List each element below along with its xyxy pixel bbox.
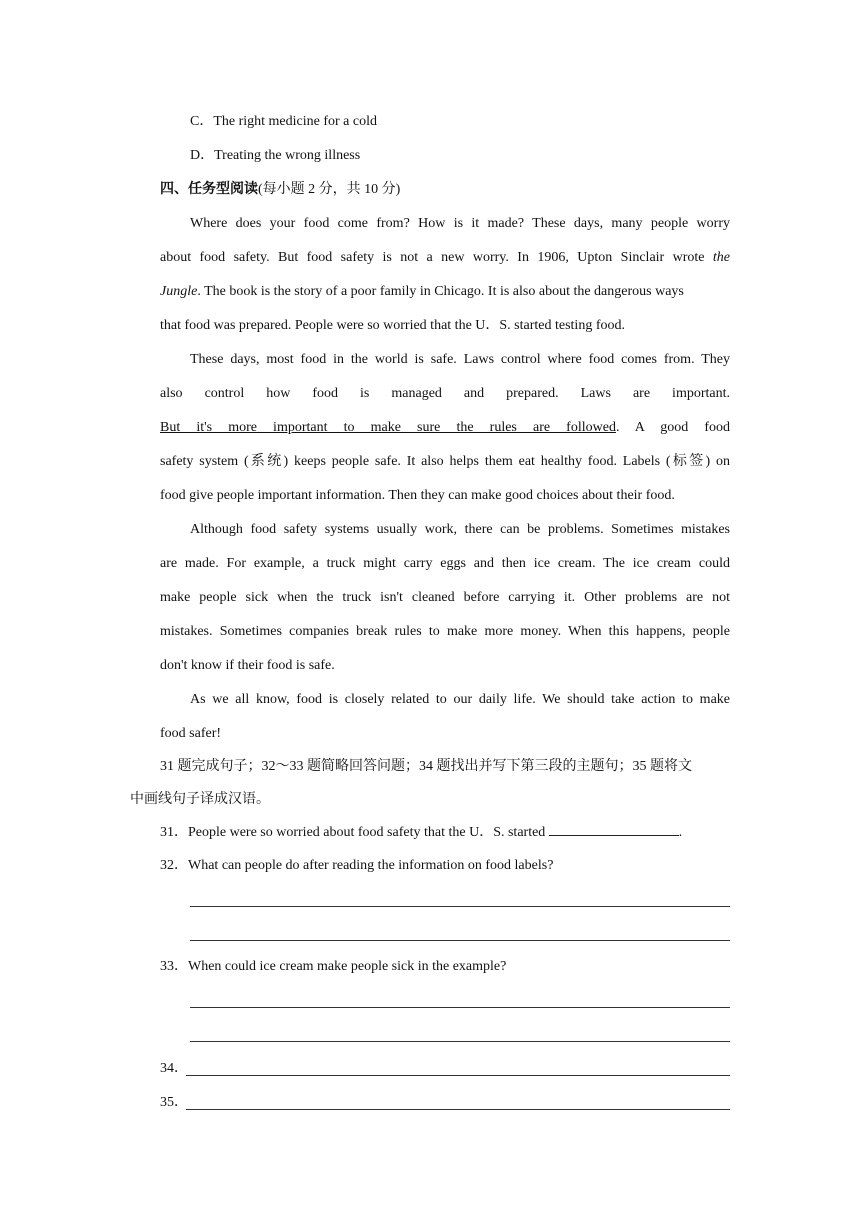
passage-p2-line2: also control how food is managed and prepared. Laws are important. bbox=[160, 386, 730, 401]
underlined-sentence: But it's more important to make sure the rules are followed bbox=[160, 420, 616, 435]
question-32: 32．What can people do after reading the information on food labels? bbox=[160, 858, 554, 873]
passage-text: about food safety. But food safety is not a new worry. In 1906, Upton Sinclair wrote bbox=[160, 250, 713, 265]
answer-line-33a[interactable] bbox=[190, 1007, 730, 1008]
passage-p3-line2: are made. For example, a truck might carry eggs and then ice cream. The ice cream could bbox=[160, 556, 730, 571]
answer-line-33b[interactable] bbox=[190, 1041, 730, 1042]
passage-p3-line1: Although food safety systems usually work, there can be problems. Sometimes mistakes bbox=[190, 522, 730, 537]
passage-p3-line5: don't know if their food is safe. bbox=[160, 658, 335, 673]
passage-p1-line1: Where does your food come from? How is it made? These days, many people worry bbox=[190, 216, 730, 231]
answer-line-35[interactable] bbox=[186, 1109, 730, 1110]
passage-p1-line3 bbox=[160, 282, 684, 302]
section-scoring: (每小题 2 分，共 10 分) bbox=[258, 182, 401, 197]
passage-p4-line1: As we all know, food is closely related to our daily life. We should take action to make bbox=[190, 692, 730, 707]
option-d: D．Treating the wrong illness bbox=[190, 148, 361, 163]
answer-line-32a[interactable] bbox=[190, 906, 730, 907]
question-35: 35． bbox=[160, 1095, 188, 1110]
instructions-line2: 中画线句子译成汉语。 bbox=[130, 792, 270, 807]
question-33: 33．When could ice cream make people sick in the example? bbox=[160, 959, 507, 974]
answer-line-32b[interactable] bbox=[190, 940, 730, 941]
option-c: C．The right medicine for a cold bbox=[190, 114, 377, 129]
section-heading bbox=[160, 180, 400, 200]
passage-text: . A good food bbox=[615, 420, 730, 435]
passage-p1-line4: that food was prepared. People were so worried that the U．S. started testing food. bbox=[160, 318, 625, 333]
passage-p2-line3 bbox=[160, 418, 730, 438]
passage-p3-line3: make people sick when the truck isn't cleaned before carrying it. Other problems are not bbox=[160, 590, 730, 605]
passage-p1-line2 bbox=[160, 248, 730, 268]
question-31-end: . bbox=[678, 825, 683, 840]
question-31-text: 31．People were so worried about food safety that the U．S. started bbox=[160, 825, 549, 840]
question-34: 34． bbox=[160, 1061, 188, 1076]
instructions-line1: 31 题完成句子；32～33 题简略回答问题；34 题找出并写下第三段的主题句；35 题将文 bbox=[160, 759, 692, 774]
book-title-italic: Jungle bbox=[160, 284, 198, 299]
answer-line-34[interactable] bbox=[186, 1075, 730, 1076]
book-title-italic: the bbox=[712, 250, 730, 265]
passage-p2-line5: food give people important information. Then they can make good choices about their food. bbox=[160, 488, 675, 503]
passage-p3-line4: mistakes. Sometimes companies break rules to make more money. When this happens, people bbox=[160, 624, 730, 639]
passage-p4-line2: food safer! bbox=[160, 726, 222, 741]
passage-p2-line4: safety system (系统) keeps people safe. It also helps them eat healthy food. Labels (标签) on bbox=[160, 454, 730, 469]
answer-blank-31[interactable] bbox=[549, 822, 679, 836]
section-title: 四、任务型阅读 bbox=[160, 182, 258, 197]
question-31 bbox=[160, 822, 682, 843]
passage-p2-line1: These days, most food in the world is safe. Laws control where food comes from. They bbox=[190, 352, 730, 367]
passage-text: . The book is the story of a poor family in Chicago. It is also about the dangerous ways bbox=[197, 284, 684, 299]
